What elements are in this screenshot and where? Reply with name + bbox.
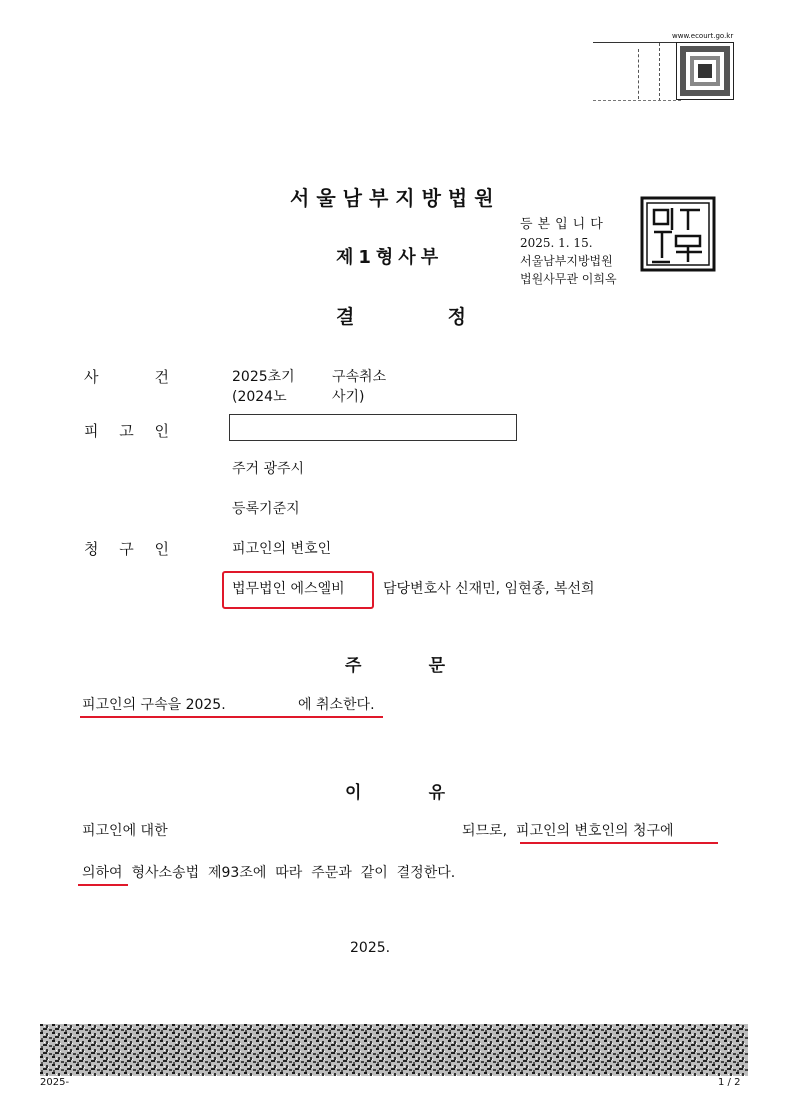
order-heading: 주 문: [345, 656, 445, 676]
qr-url: www.ecourt.go.kr: [672, 32, 734, 40]
case-type: 구속취소: [332, 369, 387, 385]
footer-case-ref: 2025-: [40, 1077, 70, 1088]
case-number: 2025초기: [232, 369, 295, 385]
reason-line2: 의하여 형사소송법 제93조에 따라 주문과 같이 결정한다.: [82, 865, 456, 881]
reason-line1-b: 되므로, 피고인의 변호인의 청구에: [462, 823, 674, 839]
applicant-label: 청 구 인: [84, 540, 169, 558]
defendant-registered: 등록기준지: [232, 501, 300, 517]
reason-underline-2: [78, 884, 128, 886]
division: 제1형사부: [336, 247, 444, 268]
defendant-address: 주거 광주시: [232, 461, 305, 477]
cert-court: 서울남부지방법원: [520, 254, 613, 268]
cert-clerk: 법원사무관 이희옥: [520, 272, 617, 286]
reason-heading: 이 유: [345, 783, 445, 803]
page-number: 1 / 2: [718, 1077, 741, 1088]
doc-title-char: 정: [447, 306, 466, 328]
qr-code-icon: [676, 42, 734, 100]
decision-date: 2025.: [350, 940, 391, 956]
law-firm: 법무법인 에스엘비: [232, 581, 345, 597]
defendant-label: 피 고 인: [84, 422, 169, 440]
order-underline: [80, 716, 383, 718]
cert-date: 2025. 1. 15.: [520, 236, 593, 250]
reason-underline-1: [520, 842, 718, 844]
scan-noise-strip: [40, 1024, 748, 1076]
court-name: 서울남부지방법원: [290, 186, 501, 210]
order-text-b: 에 취소한다.: [298, 697, 375, 713]
certification-stamp-text: [520, 216, 617, 288]
cert-line1: 등본입니다: [520, 217, 608, 232]
reason-line1-a: 피고인에 대한: [82, 823, 168, 839]
document-title: [336, 302, 466, 329]
orig-case-type: 사기): [332, 389, 365, 405]
orig-case-number: (2024노: [232, 389, 287, 405]
lawyers: 담당변호사 신재민, 임현종, 복선희: [383, 581, 595, 597]
applicant-role: 피고인의 변호인: [232, 541, 332, 557]
order-text-a: 피고인의 구속을 2025.: [82, 697, 226, 713]
case-label: 사 건: [84, 368, 169, 386]
doc-title-char: 결: [336, 306, 355, 328]
court-seal-icon: [640, 196, 716, 272]
defendant-name-redacted: [229, 414, 517, 441]
